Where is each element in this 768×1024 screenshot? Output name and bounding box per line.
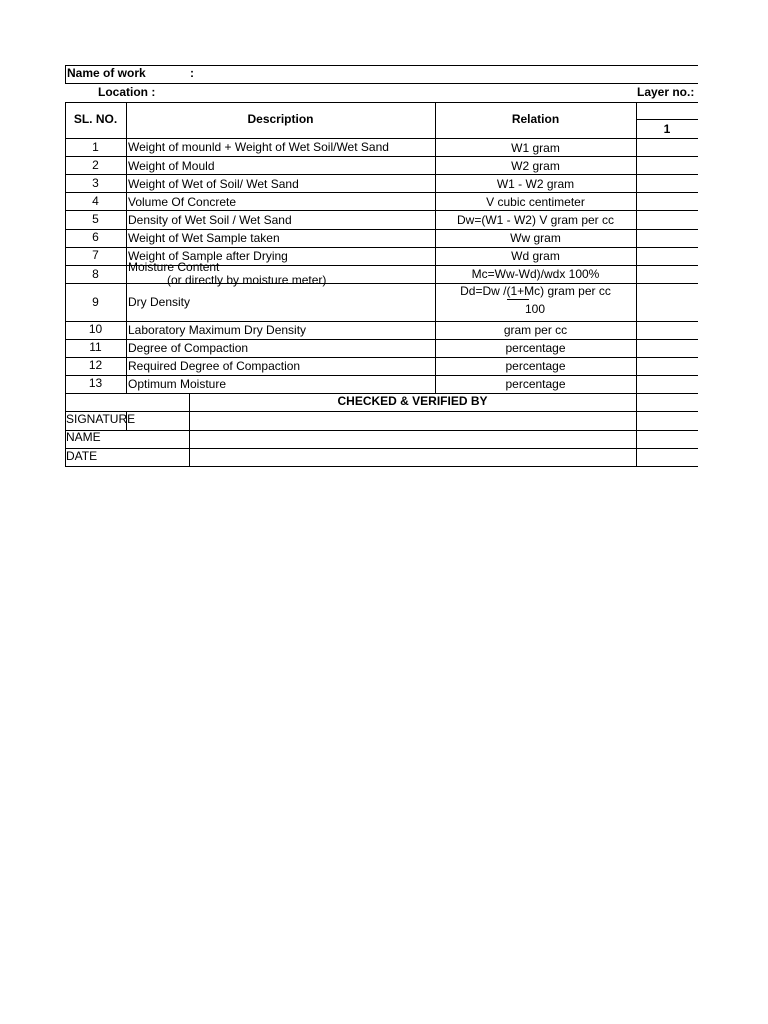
row-description: Density of Wet Soil / Wet Sand <box>128 213 292 227</box>
date-label: DATE <box>66 449 98 463</box>
signature-label: SIGNATURE <box>66 412 136 426</box>
row-sl: 8 <box>92 267 99 281</box>
layer-value: 1 <box>663 122 671 136</box>
row-description: Volume Of Concrete <box>128 195 237 209</box>
name-of-work-colon: : <box>190 66 194 80</box>
row-description: Weight of Wet Sample taken <box>128 231 280 245</box>
row-relation: W1 gram <box>511 141 560 155</box>
row-relation: V cubic centimeter <box>486 195 585 209</box>
col-sl-header: SL. NO. <box>73 112 118 126</box>
row-description: Degree of Compaction <box>128 341 249 355</box>
name-label: NAME <box>66 430 101 444</box>
grid-line <box>65 247 698 248</box>
row-sl: 2 <box>92 158 99 172</box>
row-relation: Dd=Dw /(1+Mc) gram per cc <box>460 284 611 298</box>
row-relation: percentage <box>505 341 566 355</box>
row-relation: Mc=Ww-Wd)/wdx 100% <box>471 267 600 281</box>
grid-line <box>65 156 698 157</box>
grid-line <box>65 357 698 358</box>
name-of-work-label: Name of work <box>67 66 146 80</box>
row-description: Weight of Sample after Drying <box>128 249 288 263</box>
grid-line <box>636 102 637 467</box>
row-sl: 9 <box>92 295 99 309</box>
layer-label: Layer no.: <box>637 85 695 99</box>
grid-line <box>65 138 698 139</box>
row-relation-sub: 100 <box>525 302 546 316</box>
row-sl: 13 <box>88 376 103 390</box>
row-sl: 4 <box>92 194 99 208</box>
row-relation: Ww gram <box>510 231 561 245</box>
grid-line <box>65 192 698 193</box>
row-relation: W1 - W2 gram <box>496 177 575 191</box>
row-description: Weight of Wet of Soil/ Wet Sand <box>128 177 299 191</box>
row-description: Weight of Mould <box>128 159 215 173</box>
row-relation: percentage <box>505 377 566 391</box>
row-relation: gram per cc <box>503 323 568 337</box>
row-sl: 12 <box>88 358 103 372</box>
row-sl: 1 <box>92 140 99 154</box>
grid-line <box>65 321 698 322</box>
row-sl: 3 <box>92 176 99 190</box>
grid-line <box>65 375 698 376</box>
row-description: Optimum Moisture <box>128 377 227 391</box>
grid-line <box>65 174 698 175</box>
fraction-bar <box>507 299 529 300</box>
grid-line <box>65 102 698 103</box>
row-description: Required Degree of Compaction <box>128 359 301 373</box>
row-description: Dry Density <box>128 295 191 309</box>
row-description: Weight of mounld + Weight of Wet Soil/Wet Sand <box>128 140 389 154</box>
row-sl: 7 <box>92 248 99 262</box>
grid-line <box>65 65 66 84</box>
grid-line <box>126 102 127 394</box>
grid-line <box>65 210 698 211</box>
grid-line <box>636 119 698 120</box>
row-sl: 11 <box>89 340 102 354</box>
grid-line <box>65 411 698 412</box>
row-relation: percentage <box>505 359 566 373</box>
grid-line <box>65 466 698 467</box>
grid-line <box>65 65 698 66</box>
row-sl: 5 <box>92 212 99 226</box>
row-sl: 6 <box>92 230 99 244</box>
grid-line <box>65 83 698 84</box>
row-relation: Dw=(W1 - W2) V gram per cc <box>456 213 615 227</box>
location-label: Location : <box>98 85 156 99</box>
grid-line <box>65 339 698 340</box>
row-description: Moisture Content <box>128 260 220 274</box>
grid-line <box>65 430 698 431</box>
grid-line <box>65 448 698 449</box>
grid-line <box>65 229 698 230</box>
row-relation: W2 gram <box>511 159 560 173</box>
col-relation-header: Relation <box>511 112 560 126</box>
row-sl: 10 <box>88 322 103 336</box>
row-description-sub: (or directly by moisture meter) <box>167 273 327 287</box>
row-description: Laboratory Maximum Dry Density <box>128 323 307 337</box>
col-description-header: Description <box>247 112 314 126</box>
checked-verified-label: CHECKED & VERIFIED BY <box>337 394 488 408</box>
row-relation: Wd gram <box>511 249 560 263</box>
